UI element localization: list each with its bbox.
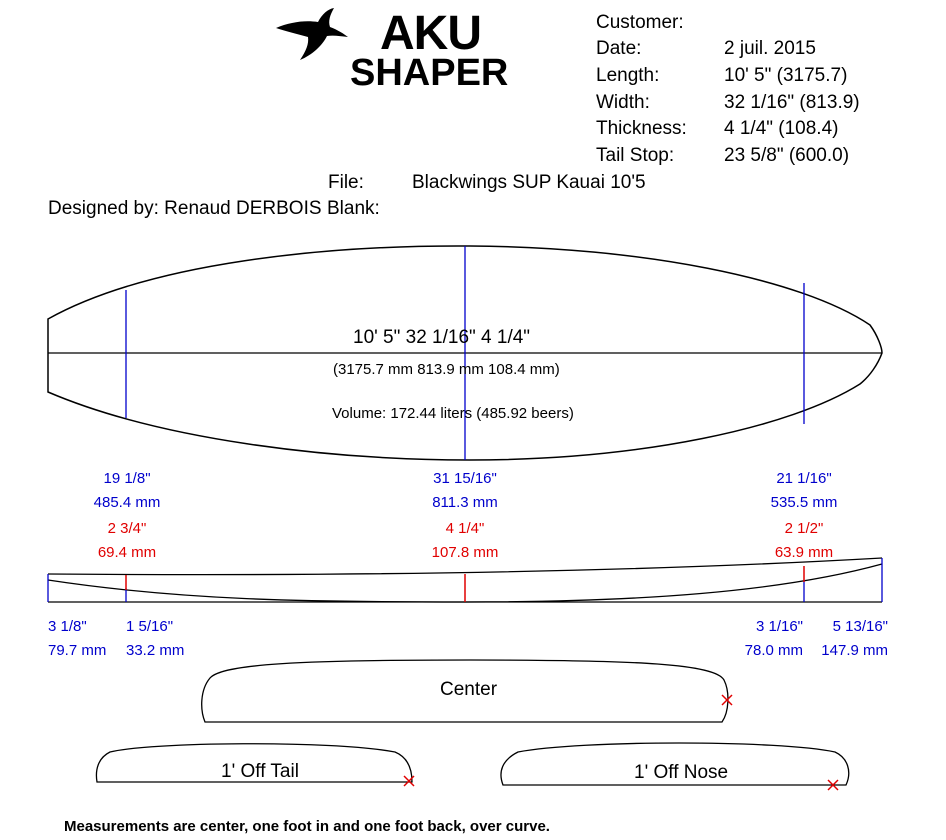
footer-note: Measurements are center, one foot in and one foot back, over curve. (64, 818, 550, 835)
rocker-tail-inch: 1 5/16" (126, 618, 174, 635)
thickness-tail-measure (77, 517, 177, 565)
outline-dims-metric: (3175.7 mm 813.9 mm 108.4 mm) (333, 361, 560, 378)
logo-aku: AKU (380, 7, 481, 60)
thickness-tail-mm: 69.4 mm (97, 544, 157, 561)
logo-shaper: SHAPER (350, 52, 509, 94)
file-value: Blackwings SUP Kauai 10'5 (412, 172, 646, 193)
rocker-tail-end-measure (48, 615, 106, 663)
date-label: Date: (596, 38, 642, 59)
width-nose-mm: 535.5 mm (770, 494, 838, 511)
width-tail-inch: 19 1/8" (103, 470, 151, 487)
thickness-nose-inch: 2 1/2" (784, 520, 824, 537)
width-tail-mm: 485.4 mm (93, 494, 161, 511)
customer-label: Customer: (596, 12, 684, 33)
thickness-nose-measure (754, 517, 854, 565)
tailstop-label: Tail Stop: (596, 145, 675, 166)
width-center-measure (415, 467, 515, 515)
section-off-tail-label: 1' Off Tail (221, 761, 299, 782)
width-nose-measure (754, 467, 854, 515)
rocker-nose-measure (737, 615, 803, 663)
width-nose-inch: 21 1/16" (776, 470, 832, 487)
section-off-nose-label: 1' Off Nose (634, 762, 729, 783)
bird-logo-icon (276, 8, 348, 60)
blank-label: Blank: (327, 198, 380, 219)
width-value: 32 1/16" (813.9) (724, 92, 860, 113)
length-label: Length: (596, 65, 660, 86)
rocker-nose-mm: 78.0 mm (744, 642, 803, 659)
file-label: File: (328, 172, 364, 193)
thickness-center-inch: 4 1/4" (445, 520, 485, 537)
thickness-center-mm: 107.8 mm (431, 544, 499, 561)
rocker-nose-inch: 3 1/16" (755, 618, 803, 635)
outline-volume: Volume: 172.44 liters (485.92 beers) (332, 405, 574, 422)
rocker-tail-mm: 33.2 mm (126, 642, 185, 659)
designed-by: Designed by: Renaud DERBOIS (48, 198, 322, 219)
rocker-nose-end-mm: 147.9 mm (821, 642, 888, 659)
rocker-nose-end-inch: 5 13/16" (832, 618, 888, 635)
rocker-tail-end-inch: 3 1/8" (48, 618, 87, 635)
cross-mark-icon (722, 695, 732, 705)
width-tail-measure (77, 467, 177, 515)
thickness-value: 4 1/4" (108.4) (724, 118, 839, 139)
width-label: Width: (596, 92, 650, 113)
tailstop-value: 23 5/8" (600.0) (724, 145, 850, 166)
outline-dims-imperial: 10' 5" 32 1/16" 4 1/4" (353, 327, 531, 348)
width-center-mm: 811.3 mm (432, 494, 498, 511)
width-center-inch: 31 15/16" (433, 470, 497, 487)
rocker-tail-measure (126, 615, 184, 663)
thickness-nose-mm: 63.9 mm (774, 544, 834, 561)
rocker-nose-end-measure (812, 615, 888, 663)
thickness-center-measure (415, 517, 515, 565)
length-value: 10' 5" (3175.7) (724, 65, 848, 86)
date-value: 2 juil. 2015 (724, 38, 816, 59)
thickness-label: Thickness: (596, 118, 687, 139)
rocker-tail-end-mm: 79.7 mm (48, 642, 107, 659)
thickness-tail-inch: 2 3/4" (107, 520, 147, 537)
section-center-label: Center (440, 679, 498, 700)
